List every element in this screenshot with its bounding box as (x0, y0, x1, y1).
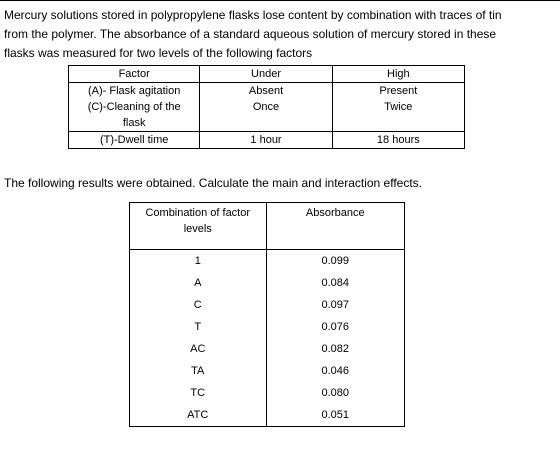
factor-name: (T)-Dwell time (69, 132, 200, 149)
factor-name-line-2: flask (122, 117, 146, 129)
factor-under-level: 1 hour (200, 132, 332, 149)
absorbance-cell: 0.080 (266, 382, 404, 404)
factors-row (69, 132, 465, 149)
question-text: The following results were obtained. Calculate the main and interaction effects. (4, 176, 423, 190)
factor-under-level: Once (200, 99, 332, 132)
table-row (130, 316, 405, 338)
absorbance-cell: 0.076 (266, 316, 404, 338)
factor-name: (A)- Flask agitation (69, 83, 200, 100)
results-header-absorbance: Absorbance (266, 203, 404, 250)
factors-header-factor: Factor (69, 66, 200, 83)
combination-cell: A (130, 272, 267, 294)
table-row (130, 338, 405, 360)
factor-under-level: Absent (200, 83, 332, 100)
results-header-combination (130, 203, 267, 250)
table-row (130, 272, 405, 294)
factors-header-row (69, 66, 465, 83)
absorbance-cell: 0.084 (266, 272, 404, 294)
combination-cell: AC (130, 338, 267, 360)
factors-header-under: Under (200, 66, 332, 83)
results-header-combination-line-2: levels (183, 223, 212, 235)
results-header-row (130, 203, 405, 250)
absorbance-cell: 0.082 (266, 338, 404, 360)
intro-line-2: from the polymer. The absorbance of a standard aqueous solution of mercury stored in these (4, 27, 497, 41)
table-row (130, 404, 405, 427)
factors-header-high: High (332, 66, 464, 83)
factors-table (68, 65, 465, 149)
factors-row (69, 99, 465, 132)
table-row (130, 360, 405, 382)
top-rule (0, 0, 560, 1)
combination-cell: C (130, 294, 267, 316)
factor-name-line-1: (C)-Cleaning of the (87, 101, 181, 113)
combination-cell: TC (130, 382, 267, 404)
absorbance-cell: 0.099 (266, 250, 404, 273)
absorbance-cell: 0.051 (266, 404, 404, 427)
combination-cell: ATC (130, 404, 267, 427)
factor-high-level: Present (332, 83, 464, 100)
combination-cell: T (130, 316, 267, 338)
problem-statement (4, 6, 556, 63)
combination-cell: TA (130, 360, 267, 382)
factor-name (69, 99, 200, 132)
intro-line-3: flasks was measured for two levels of the following factors (4, 46, 313, 60)
absorbance-cell: 0.097 (266, 294, 404, 316)
results-table (129, 202, 405, 427)
table-row (130, 250, 405, 273)
factors-row (69, 83, 465, 100)
combination-cell: 1 (130, 250, 267, 273)
factor-high-level: Twice (332, 99, 464, 132)
intro-line-1: Mercury solutions stored in polypropylene flasks lose content by combination with traces of tin (4, 8, 502, 22)
results-header-combination-line-1: Combination of factor (145, 207, 251, 219)
factor-high-level: 18 hours (332, 132, 464, 149)
absorbance-cell: 0.046 (266, 360, 404, 382)
table-row (130, 294, 405, 316)
table-row (130, 382, 405, 404)
